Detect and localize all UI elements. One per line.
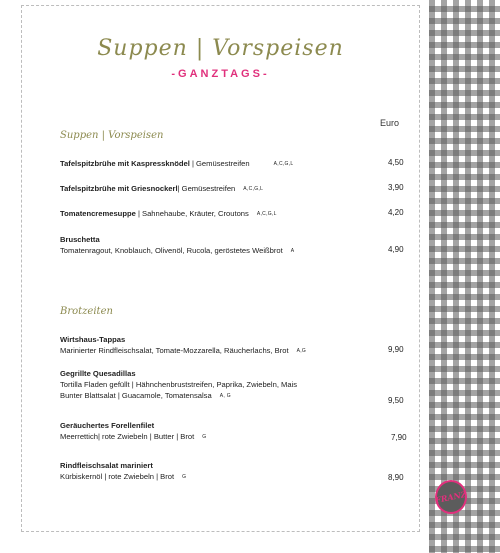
menu-page-border (21, 5, 420, 532)
item-description: Bunter Blattsalat | Guacamole, Tomatensalsa (60, 391, 212, 400)
item-price: 4,90 (388, 245, 404, 254)
menu-item (60, 334, 405, 357)
item-description: Tortilla Fladen gefüllt | Hähnchenbruststreifen, Paprika, Zwiebeln, Mais (60, 380, 298, 389)
allergen-codes: A,C,G,L (243, 185, 264, 192)
menu-item (60, 420, 405, 443)
item-description: | Gemüsestreifen (189, 159, 250, 168)
item-price: 4,20 (388, 208, 404, 217)
franz-logo (435, 480, 467, 514)
allergen-codes: A (290, 247, 295, 254)
item-price: 4,50 (388, 158, 404, 167)
allergen-codes: A,C,G,L (273, 160, 294, 167)
menu-subtitle: -GANZTAGS- (171, 68, 270, 80)
item-price: 3,90 (388, 183, 404, 192)
item-description: | Gemüsestreifen (177, 184, 236, 193)
item-name: Rindfleischsalat mariniert (60, 461, 153, 470)
item-price: 9,50 (388, 396, 404, 405)
section-title-suppen: Suppen | Vorspeisen (60, 130, 164, 141)
gingham-border-decoration (429, 0, 500, 553)
item-price: 9,90 (388, 345, 404, 354)
item-description: Marinierter Rindfleischsalat, Tomate-Mozzarella, Räucherlachs, Brot (60, 346, 289, 355)
menu-item (60, 183, 405, 195)
item-price: 8,90 (388, 473, 404, 482)
allergen-codes: A,G (296, 347, 307, 354)
item-name: Tomatencremesuppe (60, 209, 136, 218)
item-name: Tafelspitzbrühe mit Griesnockerl (60, 184, 178, 193)
item-description: Tomatenragout, Knoblauch, Olivenöl, Rucola, geröstetes Weißbrot (60, 246, 283, 255)
section-title-brotzeiten: Brotzeiten (60, 306, 113, 317)
allergen-codes: A, G (219, 392, 231, 399)
allergen-codes: G (182, 473, 187, 480)
item-name: Wirtshaus-Tappas (60, 335, 126, 344)
item-name: Gegrillte Quesadillas (60, 369, 136, 378)
logo-text: FRANZ (434, 488, 468, 506)
menu-item (60, 460, 405, 483)
item-name: Bruschetta (60, 235, 100, 244)
item-price: 7,90 (391, 433, 407, 442)
currency-label: Euro (380, 118, 400, 128)
menu-item (60, 234, 405, 257)
menu-item (60, 368, 405, 402)
item-description: Kürbiskernöl | rote Zwiebeln | Brot (60, 472, 175, 481)
allergen-codes: A,C,G,L (256, 210, 277, 217)
allergen-codes: G (202, 433, 207, 440)
item-description: | Sahnehaube, Kräuter, Croutons (135, 209, 249, 218)
item-name: Tafelspitzbrühe mit Kaspressknödel (60, 159, 190, 168)
item-description: Meerrettich| rote Zwiebeln | Butter | Brot (60, 432, 195, 441)
item-name: Geräuchertes Forellenfilet (60, 421, 155, 430)
menu-title: Suppen | Vorspeisen (97, 36, 344, 61)
menu-item (60, 158, 405, 170)
menu-item (60, 208, 405, 220)
